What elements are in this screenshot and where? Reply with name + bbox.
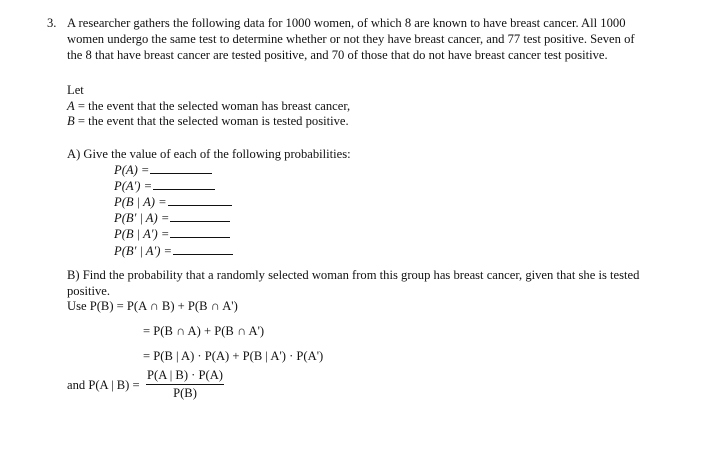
question-number: 3. [47,16,57,30]
answer-blank-5[interactable] [170,226,230,238]
use-equation-line: Use P(B) = P(A ∩ B) + P(B ∩ A') [67,299,238,313]
answer-blank-3[interactable] [168,194,232,206]
answer-blank-1[interactable] [150,162,212,174]
prob-label-5: P(B | A') = [114,227,170,241]
prob-label-1: P(A) = [114,163,150,177]
event-a-text: = the event that the selected woman has breast cancer, [74,99,351,113]
prob-row-2 [114,178,215,194]
prob-label-3: P(B | A) = [114,195,167,209]
definition-b [67,113,349,129]
question-line-1: A researcher gathers the following data for 1000 women, of which 8 are known to have breast cancer. All 1000 [67,16,626,30]
definition-a [67,98,350,114]
part-a-prompt: A) Give the value of each of the following probabilities: [67,147,351,161]
answer-blank-6[interactable] [173,243,233,255]
prob-label-6: P(B' | A') = [114,244,173,258]
question-line-2: women undergo the same test to determine whether or not they have breast cancer, and 77 test positive. Seven of [67,32,635,46]
prob-label-4: P(B' | A) = [114,211,170,225]
and-label: and P(A | B) = [67,378,140,392]
let-label: Let [67,83,84,97]
answer-blank-2[interactable] [153,178,215,190]
prob-row-4 [114,210,230,226]
prob-row-1 [114,162,212,178]
fraction-bar [146,384,224,385]
equation-line-2: = P(B ∩ A) + P(B ∩ A') [143,324,265,338]
event-a-symbol: A [67,99,75,113]
fraction-numerator: P(A | B) · P(A) [147,368,223,382]
part-b-prompt-line-1: B) Find the probability that a randomly selected woman from this group has breast cancer, given that she is tested [67,268,640,282]
question-paragraph [67,15,703,63]
prob-row-5 [114,226,230,242]
answer-blank-4[interactable] [170,210,230,222]
prob-row-3 [114,194,232,210]
question-line-3: the 8 that have breast cancer are tested positive, and 70 of those that do not have breast cancer test positive. [67,48,608,62]
fraction-denominator: P(B) [173,386,197,400]
part-b-prompt-line-2: positive. [67,284,111,298]
event-b-symbol: B [67,114,75,128]
bayes-fraction [146,368,224,401]
prob-row-6 [114,243,233,259]
event-b-text: = the event that the selected woman is tested positive. [74,114,349,128]
prob-label-2: P(A') = [114,179,153,193]
equation-line-3: = P(B | A) · P(A) + P(B | A') · P(A') [143,349,324,363]
